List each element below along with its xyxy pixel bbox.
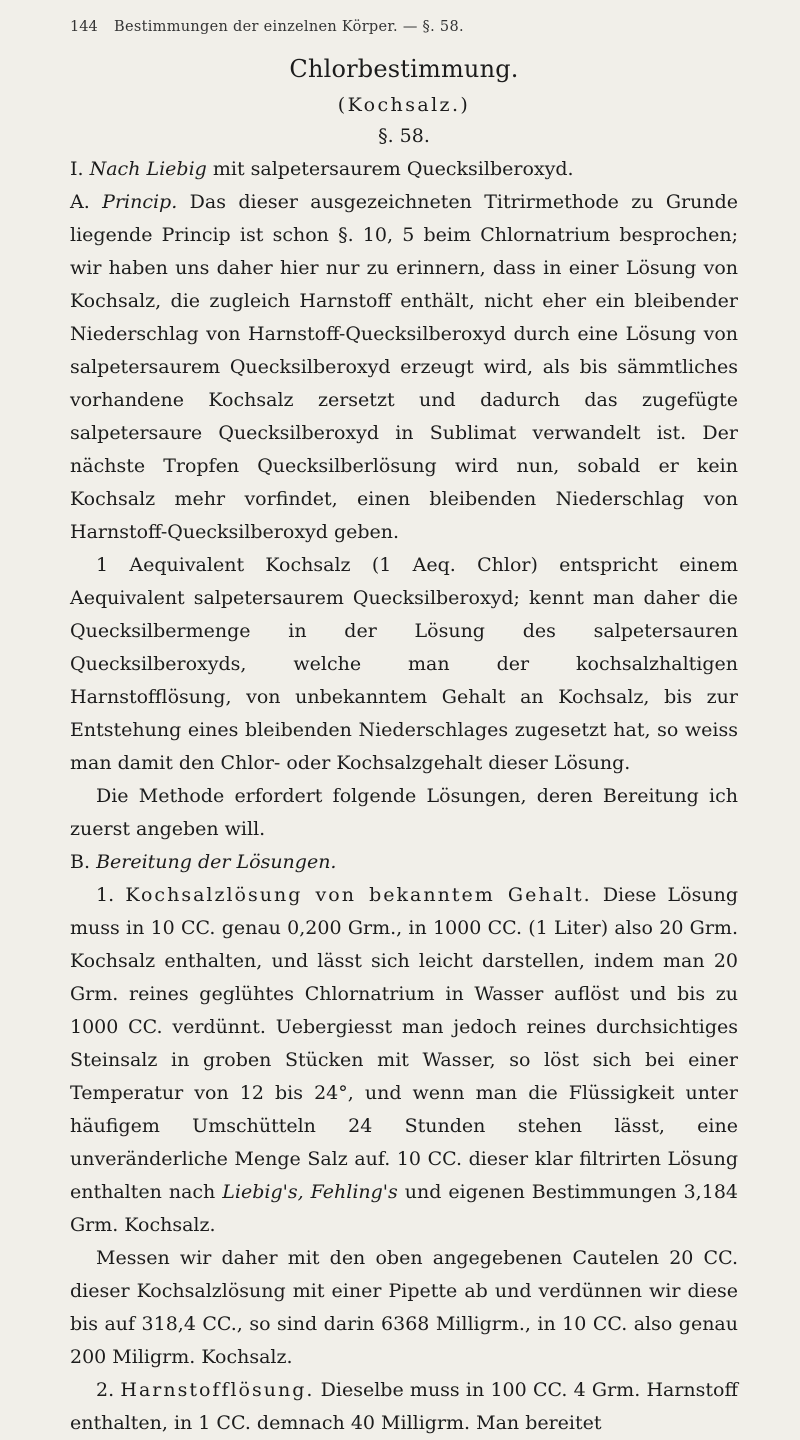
- paragraph-2-text: Dieselbe muss in 100 CC. 4 Grm. Harnstoff enthalten, in 1 CC. demnach 40 Milligrm. Man bereitet: [70, 1379, 738, 1434]
- paragraph-1-text-b: und eigenen Bestimmungen 3,184 Grm. Kochsalz.: [70, 1181, 738, 1236]
- paragraph-a-text: Das dieser ausgezeichneten Titrirmethode zu Grunde liegende Princip ist schon §. 10, 5 beim Chlornatrium besprochen; wir haben uns daher hier nur zu erinnern, dass in einer Lösung von Kochsalz, die zugleich Harnstoff enthält, nicht eher ein bleibender Niederschlag von Harnstoff-Quecksilberoxyd durch eine Lösung von salpetersaurem Quecksilberoxyd erzeugt wird, als bis sämmtliches vorhandene Kochsalz zersetzt und dadurch das zugefügte salpetersaure Quecksilberoxyd in Sublimat verwandelt ist. Der nächste Tropfen Quecksilberlösung wird nun, sobald er kein Kochsalz mehr vorfindet, einen bleibenden Niederschlag von Harnstoff-Quecksilberoxyd geben.: [70, 191, 738, 543]
- heading-i-name: Nach Liebig: [89, 158, 207, 180]
- page-number: 144: [70, 19, 98, 35]
- paragraph-a-label: A.: [70, 191, 90, 213]
- paragraph-1-name-liebig: Liebig's,: [222, 1181, 304, 1203]
- running-head: [70, 18, 738, 36]
- paragraph-methode: Die Methode erfordert folgende Lösungen, deren Bereitung ich zuerst angeben will.: [70, 785, 738, 840]
- paragraph-1-text-a: Diese Lösung muss in 10 CC. genau 0,200 Grm., in 1000 CC. (1 Liter) also 20 Grm. Kochsalz enthalten, und lässt sich leicht darstellen, indem man 20 Grm. reines geglühtes Chlornatrium in Wasser auflöst und bis zu 1000 CC. verdünnt. Uebergiesst man jedoch reines durchsichtiges Steinsalz in groben Stücken mit Wasser, so löst sich bei einer Temperatur von 12 bis 24°, und wenn man die Flüssigkeit unter häufigem Umschütteln 24 Stunden stehen lässt, eine unveränderliche Menge Salz auf. 10 CC. dieser klar filtrirten Lösung enthalten nach: [70, 884, 738, 1203]
- paragraph-a-label-italic: Princip.: [102, 191, 178, 213]
- paragraph-a: [70, 186, 738, 549]
- section-number: §. 58.: [378, 125, 430, 147]
- heading-i-rest: mit salpetersaurem Quecksilberoxyd.: [212, 158, 574, 180]
- paragraph-2-heading: Harnstofflösung.: [120, 1379, 315, 1401]
- paragraph-1-num: 1.: [96, 884, 115, 906]
- running-head-text: Bestimmungen der einzelnen Körper. — §. 58.: [114, 19, 464, 35]
- heading-i-num: I.: [70, 158, 84, 180]
- chapter-subtitle: (Kochsalz.): [337, 94, 471, 116]
- paragraph-1-name-fehling: Fehling's: [310, 1181, 398, 1203]
- heading-b: [70, 846, 738, 879]
- paragraph-1: [70, 879, 738, 1242]
- paragraph-1-heading: Kochsalzlösung von bekanntem Gehalt.: [125, 884, 592, 906]
- paragraph-2-num: 2.: [96, 1379, 115, 1401]
- heading-b-italic: Bereitung der Lösungen.: [96, 851, 337, 873]
- paragraph-messen: Messen wir daher mit den oben angegebenen Cautelen 20 CC. dieser Kochsalzlösung mit einer Pipette ab und verdünnen wir diese bis auf 318,4 CC., so sind darin 6368 Milligrm., in 10 CC. also genau 200 Miligrm. Kochsalz.: [70, 1247, 738, 1368]
- body-text: [70, 153, 738, 1440]
- heading-b-label: B.: [70, 851, 91, 873]
- paragraph-aequivalent: 1 Aequivalent Kochsalz (1 Aeq. Chlor) entspricht einem Aequivalent salpetersaurem Quecksilberoxyd; kennt man daher die Quecksilbermenge in der Lösung des salpetersauren Quecksilberoxyds, welche man der kochsalzhaltigen Harnstofflösung, von unbekanntem Gehalt an Kochsalz, bis zur Entstehung eines bleibenden Niederschlages zugesetzt hat, so weiss man damit den Chlor- oder Kochsalzgehalt dieser Lösung.: [70, 554, 738, 774]
- chapter-title: Chlorbestimmung.: [289, 55, 519, 83]
- heading-i: [70, 153, 738, 186]
- paragraph-2: [70, 1374, 738, 1440]
